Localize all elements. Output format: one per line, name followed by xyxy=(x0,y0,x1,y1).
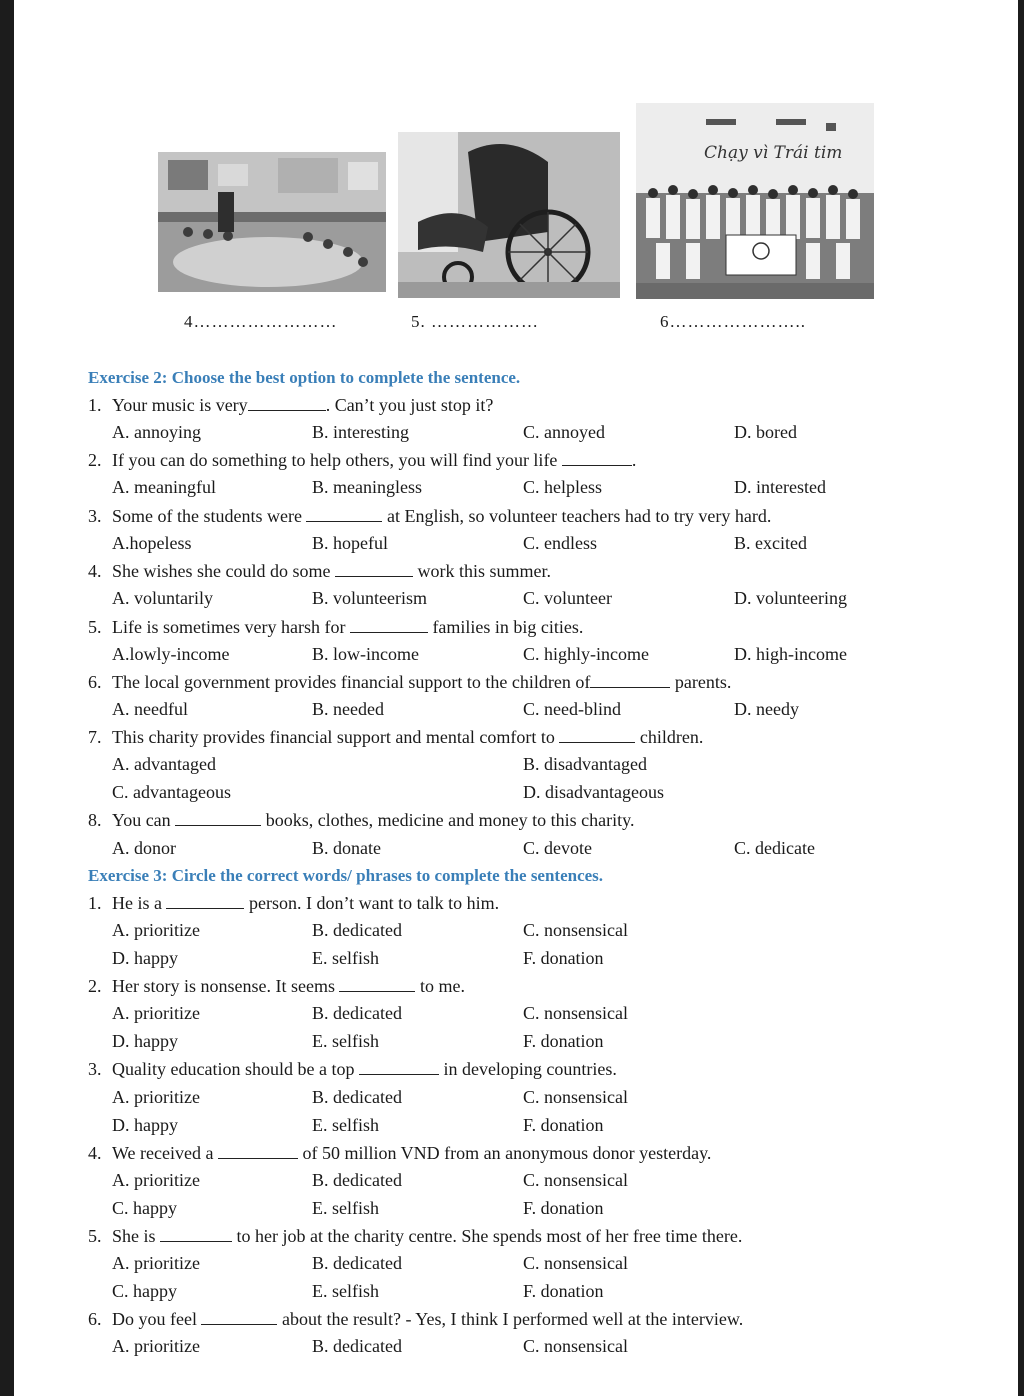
option-d[interactable]: D. disadvantageous xyxy=(523,782,664,802)
question-text-after: children. xyxy=(639,727,704,747)
question-text-after: of 50 million VND from an anonymous donor yesterday. xyxy=(302,1143,712,1163)
answer-blank[interactable] xyxy=(218,1157,298,1159)
option-d[interactable]: C. dedicate xyxy=(734,838,815,858)
answer-blank[interactable] xyxy=(559,741,635,743)
photo-label-4: 4…………………… xyxy=(184,312,338,331)
ex3-question-6 xyxy=(88,1309,743,1330)
option-d[interactable]: D. happy xyxy=(112,1115,178,1135)
question-number: 4. xyxy=(88,1143,102,1163)
question-text-after: work this summer. xyxy=(417,561,551,581)
ex2-question-2 xyxy=(88,450,636,471)
option-a[interactable]: A. needful xyxy=(112,699,188,719)
answer-blank[interactable] xyxy=(335,575,413,577)
option-d[interactable]: D. interested xyxy=(734,477,826,497)
answer-blank[interactable] xyxy=(590,686,670,688)
option-c[interactable]: C. devote xyxy=(523,838,592,858)
option-b[interactable]: B. hopeful xyxy=(312,533,388,553)
option-f[interactable]: F. donation xyxy=(523,1031,604,1051)
option-c[interactable]: C. highly-income xyxy=(523,644,649,664)
option-a[interactable]: A.hopeless xyxy=(112,533,192,553)
question-number: 6. xyxy=(88,672,102,692)
question-text-before: She is xyxy=(112,1226,156,1246)
option-d[interactable]: D. bored xyxy=(734,422,797,442)
option-d[interactable]: D. high-income xyxy=(734,644,847,664)
option-e[interactable]: E. selfish xyxy=(312,1115,379,1135)
question-number: 3. xyxy=(88,1059,102,1079)
question-text-after: to her job at the charity centre. She spends most of her free time there. xyxy=(236,1226,743,1246)
banner-text: Chạy vì Trái tim xyxy=(704,143,843,163)
option-a[interactable]: A. prioritize xyxy=(112,920,200,940)
question-text-before: She wishes she could do some xyxy=(112,561,331,581)
question-number: 1. xyxy=(88,893,102,913)
answer-blank[interactable] xyxy=(175,824,261,826)
option-b[interactable]: B. disadvantaged xyxy=(523,754,647,774)
option-b[interactable]: B. meaningless xyxy=(312,477,422,497)
option-a[interactable]: A. advantaged xyxy=(112,754,216,774)
ex2-question-4 xyxy=(88,561,551,582)
photo-wheelchair xyxy=(398,132,620,298)
option-b[interactable]: B. dedicated xyxy=(312,1087,402,1107)
option-e[interactable]: E. selfish xyxy=(312,948,379,968)
question-text-before: The local government provides financial support to the children of xyxy=(112,672,591,692)
option-c[interactable]: C. nonsensical xyxy=(523,1336,628,1356)
option-c[interactable]: C. volunteer xyxy=(523,588,612,608)
ex2-question-7 xyxy=(88,727,703,748)
ex2-question-5 xyxy=(88,617,583,638)
exercise-3-title: Exercise 3: Circle the correct words/ phrases to complete the sentences. xyxy=(88,866,604,885)
option-b[interactable]: B. dedicated xyxy=(312,1253,402,1273)
question-number: 3. xyxy=(88,506,102,526)
question-text-before: We received a xyxy=(112,1143,214,1163)
question-text-before: You can xyxy=(112,810,171,830)
option-b[interactable]: B. needed xyxy=(312,699,384,719)
question-text-before: If you can do something to help others, you will find your life xyxy=(112,450,558,470)
option-b[interactable]: B. interesting xyxy=(312,422,409,442)
option-b[interactable]: B. dedicated xyxy=(312,1170,402,1190)
question-text-after: about the result? - Yes, I think I performed well at the interview. xyxy=(281,1309,744,1329)
question-text-before: Her story is nonsense. It seems xyxy=(112,976,335,996)
question-number: 4. xyxy=(88,561,102,581)
option-a[interactable]: A. prioritize xyxy=(112,1087,200,1107)
option-c[interactable]: C. nonsensical xyxy=(523,1170,628,1190)
question-number: 8. xyxy=(88,810,102,830)
option-c[interactable]: C. annoyed xyxy=(523,422,605,442)
option-c[interactable]: C. nonsensical xyxy=(523,1253,628,1273)
question-text-after: to me. xyxy=(419,976,465,996)
answer-blank[interactable] xyxy=(166,907,244,909)
option-c[interactable]: C. nonsensical xyxy=(523,1087,628,1107)
question-text-before: Some of the students were xyxy=(112,506,302,526)
option-a[interactable]: A. annoying xyxy=(112,422,201,442)
option-a[interactable]: A. prioritize xyxy=(112,1003,200,1023)
question-number: 7. xyxy=(88,727,102,747)
ex3-question-1 xyxy=(88,893,499,914)
question-text-after: families in big cities. xyxy=(432,617,584,637)
option-b[interactable]: B. dedicated xyxy=(312,1003,402,1023)
option-c[interactable]: C. need-blind xyxy=(523,699,621,719)
photo-label-6: 6………………….. xyxy=(660,312,806,331)
photo-classroom xyxy=(158,152,386,292)
ex3-question-2 xyxy=(88,976,465,997)
right-frame-border xyxy=(1018,0,1024,1396)
photo-volunteer-group xyxy=(636,103,874,299)
option-c[interactable]: C. endless xyxy=(523,533,597,553)
option-a[interactable]: A.lowly-income xyxy=(112,644,230,664)
option-a[interactable]: A. prioritize xyxy=(112,1336,200,1356)
ex3-question-3 xyxy=(88,1059,617,1080)
question-number: 5. xyxy=(88,617,102,637)
option-f[interactable]: F. donation xyxy=(523,1115,604,1135)
left-frame-border xyxy=(0,0,14,1396)
option-d[interactable]: C. happy xyxy=(112,1198,177,1218)
answer-blank[interactable] xyxy=(339,990,415,992)
option-a[interactable]: A. prioritize xyxy=(112,1170,200,1190)
ex2-question-1 xyxy=(88,395,493,416)
question-number: 1. xyxy=(88,395,102,415)
question-number: 6. xyxy=(88,1309,102,1329)
question-text-after: . xyxy=(631,450,637,470)
question-text-before: Life is sometimes very harsh for xyxy=(112,617,346,637)
question-number: 2. xyxy=(88,450,102,470)
option-b[interactable]: B. donate xyxy=(312,838,381,858)
question-text-before: This charity provides financial support and mental comfort to xyxy=(112,727,555,747)
question-text-after: parents. xyxy=(674,672,732,692)
question-text-after: . Can’t you just stop it? xyxy=(325,395,494,415)
question-text-before: He is a xyxy=(112,893,162,913)
question-number: 5. xyxy=(88,1226,102,1246)
option-a[interactable]: A. voluntarily xyxy=(112,588,213,608)
option-d[interactable]: D. happy xyxy=(112,948,178,968)
question-text-before: Do you feel xyxy=(112,1309,197,1329)
exercise-2-title: Exercise 2: Choose the best option to complete the sentence. xyxy=(88,368,521,387)
ex2-question-6 xyxy=(88,672,731,693)
option-f[interactable]: F. donation xyxy=(523,1281,604,1301)
question-text-before: Quality education should be a top xyxy=(112,1059,355,1079)
option-e[interactable]: E. selfish xyxy=(312,1198,379,1218)
question-number: 2. xyxy=(88,976,102,996)
option-a[interactable]: A. donor xyxy=(112,838,176,858)
option-f[interactable]: F. donation xyxy=(523,1198,604,1218)
question-text-after: person. I don’t want to talk to him. xyxy=(248,893,500,913)
question-text-after: at English, so volunteer teachers had to try very hard. xyxy=(386,506,772,526)
answer-blank[interactable] xyxy=(248,409,326,411)
option-d[interactable]: C. happy xyxy=(112,1281,177,1301)
option-a[interactable]: A. meaningful xyxy=(112,477,216,497)
ex3-question-5 xyxy=(88,1226,742,1247)
answer-blank[interactable] xyxy=(359,1073,439,1075)
answer-blank[interactable] xyxy=(201,1323,277,1325)
option-a[interactable]: A. prioritize xyxy=(112,1253,200,1273)
option-d[interactable]: D. happy xyxy=(112,1031,178,1051)
option-c[interactable]: C. advantageous xyxy=(112,782,231,802)
answer-blank[interactable] xyxy=(350,631,428,633)
option-d[interactable]: B. excited xyxy=(734,533,807,553)
option-e[interactable]: E. selfish xyxy=(312,1031,379,1051)
answer-blank[interactable] xyxy=(562,464,632,466)
option-c[interactable]: C. helpless xyxy=(523,477,602,497)
option-b[interactable]: B. low-income xyxy=(312,644,419,664)
answer-blank[interactable] xyxy=(160,1240,232,1242)
worksheet-page xyxy=(14,0,1018,1396)
option-c[interactable]: C. nonsensical xyxy=(523,1003,628,1023)
option-b[interactable]: B. volunteerism xyxy=(312,588,427,608)
ex2-question-8 xyxy=(88,810,634,831)
option-f[interactable]: F. donation xyxy=(523,948,604,968)
option-d[interactable]: D. volunteering xyxy=(734,588,847,608)
photo-label-5: 5. ……………… xyxy=(411,312,539,331)
option-c[interactable]: C. nonsensical xyxy=(523,920,628,940)
question-text-after: in developing countries. xyxy=(443,1059,617,1079)
option-e[interactable]: E. selfish xyxy=(312,1281,379,1301)
option-b[interactable]: B. dedicated xyxy=(312,1336,402,1356)
question-text-before: Your music is very xyxy=(112,395,248,415)
answer-blank[interactable] xyxy=(306,520,382,522)
option-b[interactable]: B. dedicated xyxy=(312,920,402,940)
option-d[interactable]: D. needy xyxy=(734,699,799,719)
ex3-question-4 xyxy=(88,1143,711,1164)
ex2-question-3 xyxy=(88,506,771,527)
question-text-after: books, clothes, medicine and money to this charity. xyxy=(265,810,635,830)
